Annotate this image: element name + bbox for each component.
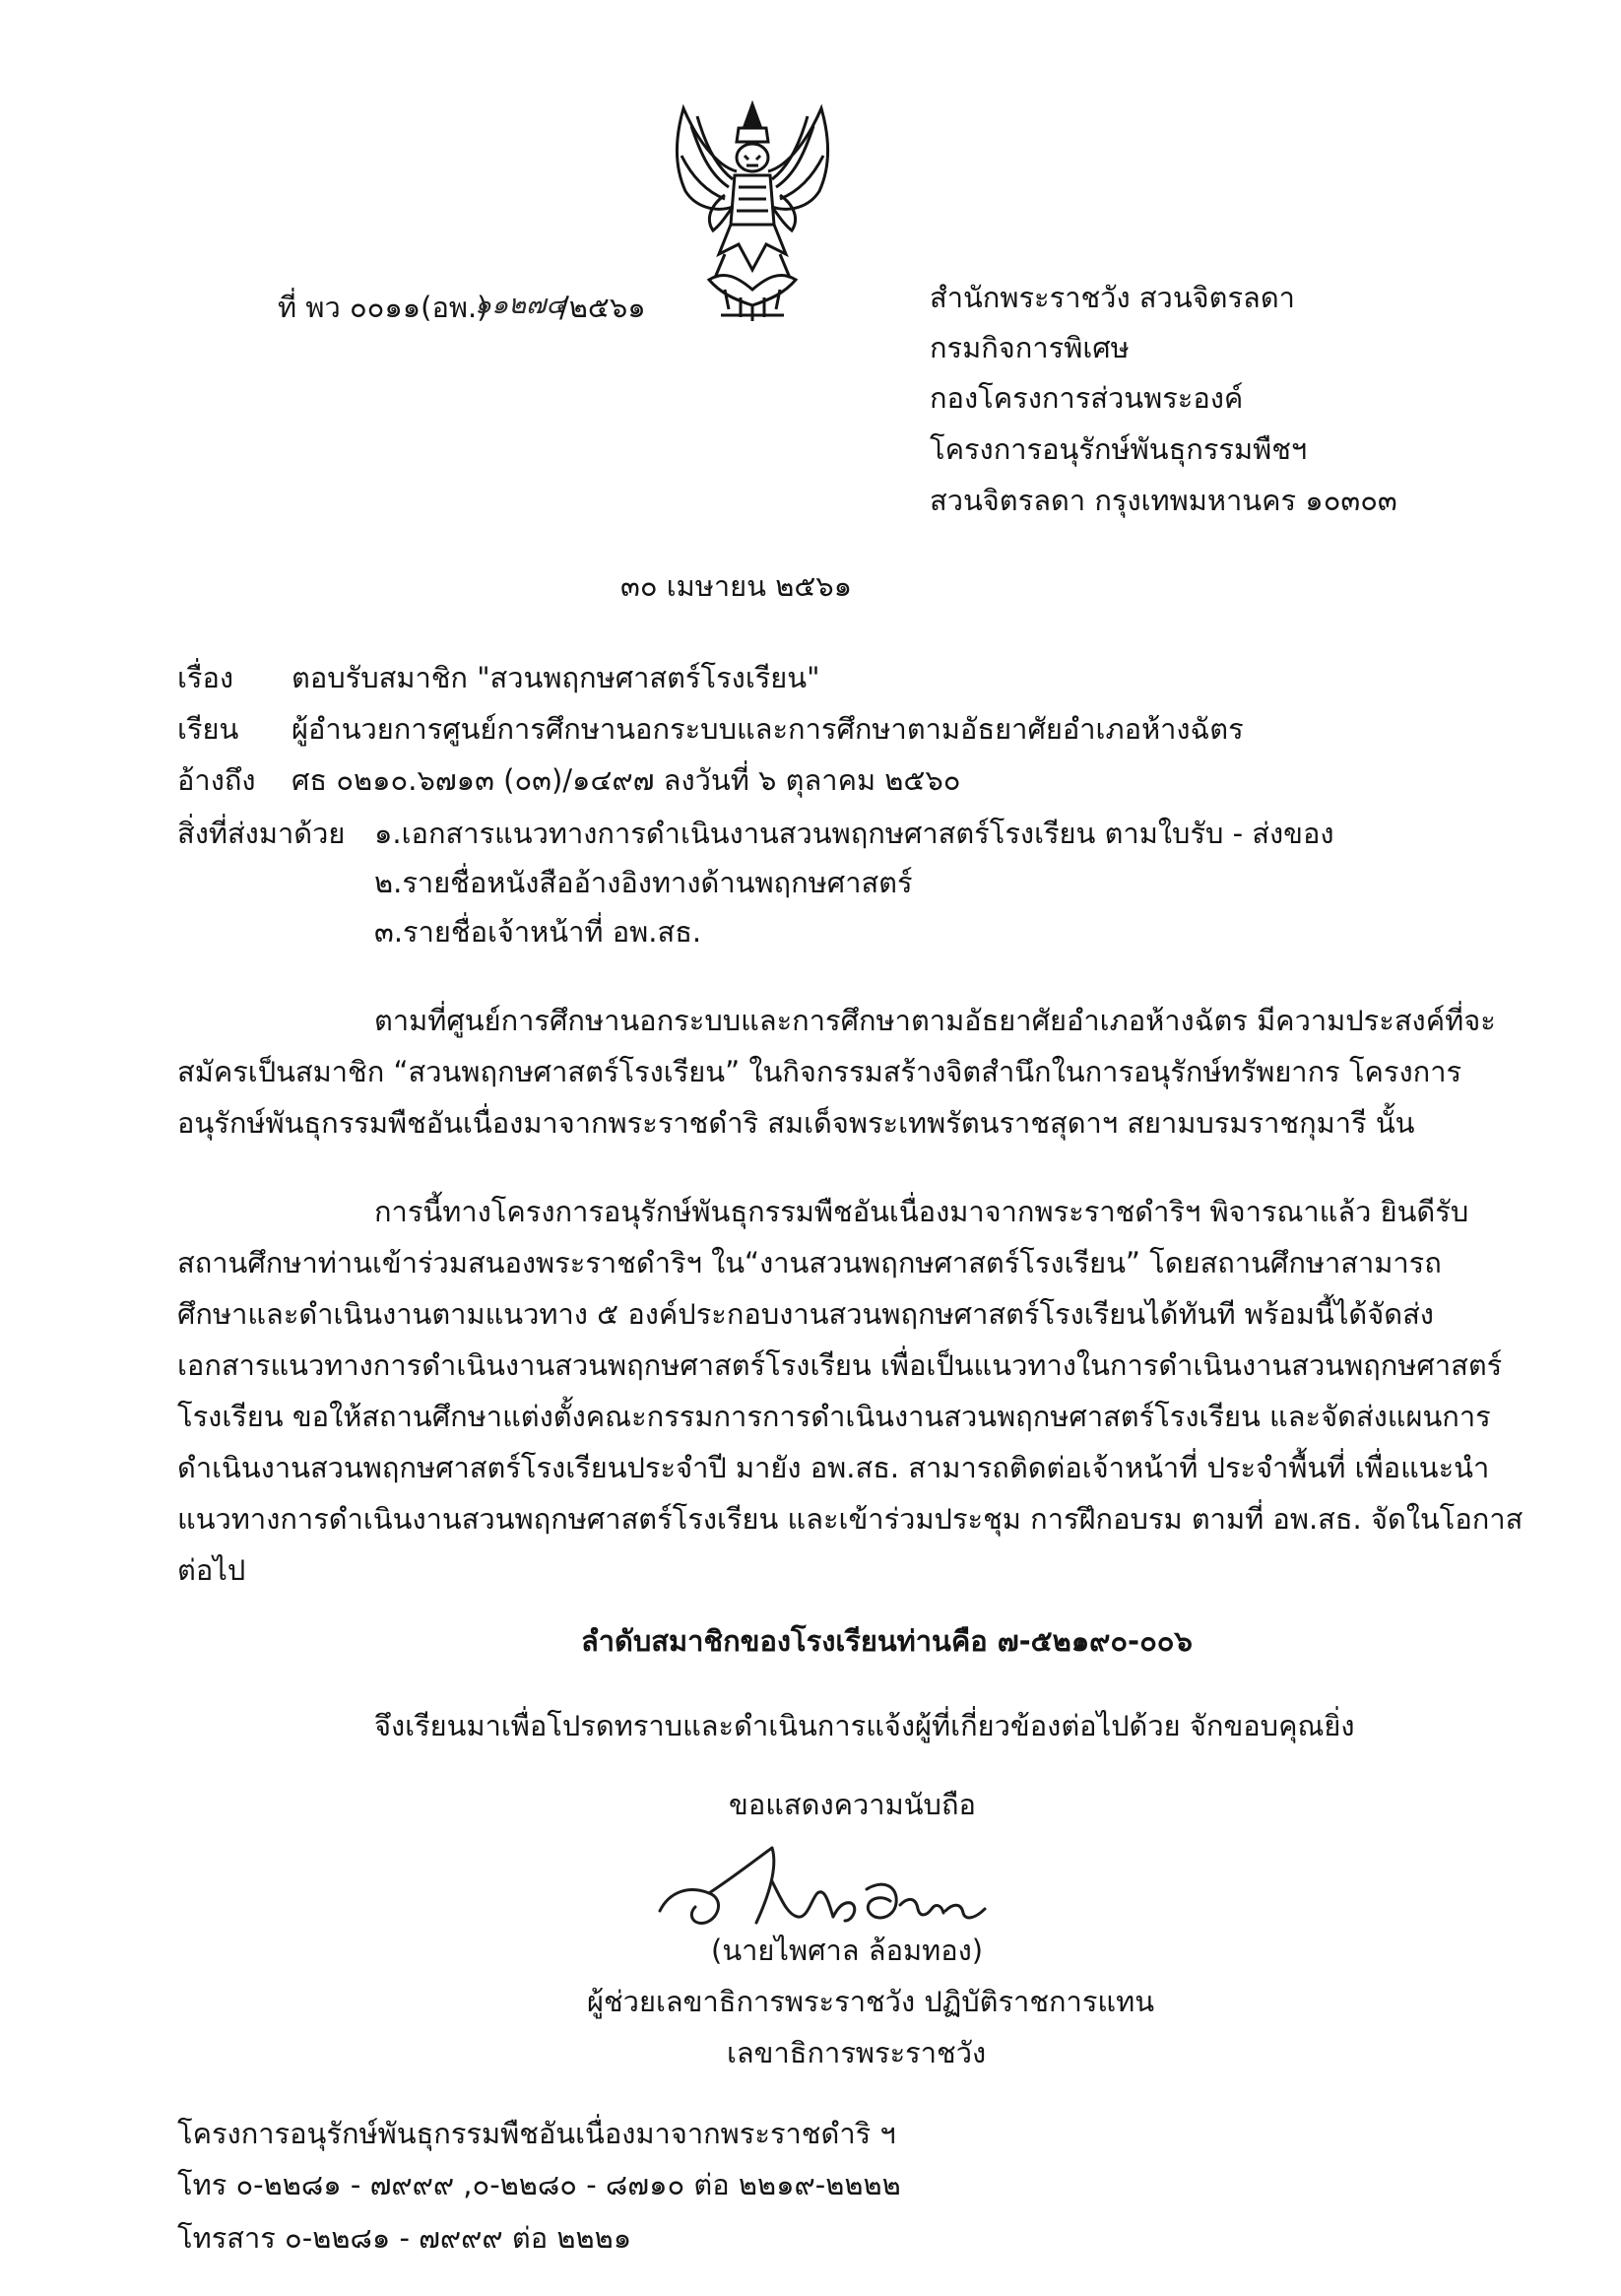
sender-address-line: กรมกิจการพิเศษ <box>930 331 1130 364</box>
enclosure-item: ๑.เอกสารแนวทางการดำเนินงานสวนพฤกษศาสตร์โรงเรียน ตามใบรับ - ส่งของ <box>374 817 1334 850</box>
paragraph2-line: ต่อไป <box>177 1553 246 1587</box>
ref-value: ศธ ๐๒๑๐.๖๗๑๓ (๐๓)/๑๔๙๗ ลงวันที่ ๖ ตุลาคม ๒๕๖๐ <box>292 763 961 797</box>
paragraph1-line: สมัครเป็นสมาชิก “สวนพฤกษศาสตร์โรงเรียน” ในกิจกรรมสร้างจิตสำนึกในการอนุรักษ์ทรัพยากร โครงการ <box>177 1055 1462 1088</box>
subject-value: ตอบรับสมาชิก "สวนพฤกษศาสตร์โรงเรียน" <box>292 661 820 694</box>
paragraph2-line: ดำเนินงานสวนพฤกษศาสตร์โรงเรียนประจำปี มายัง อพ.สธ. สามารถติดต่อเจ้าหน้าที่ ประจำพื้นที่ เพื่อแนะนำ <box>177 1451 1490 1484</box>
handwritten-signature <box>650 1828 1005 1946</box>
doc-year: /๒๕๖๑ <box>559 291 646 324</box>
sender-address-line: กองโครงการส่วนพระองค์ <box>930 381 1244 415</box>
signer-position-line2: เลขาธิการพระราชวัง <box>727 2036 987 2069</box>
doc-number: ที่ พว ๐๐๑๑(อพ.) <box>278 291 488 324</box>
paragraph2-line: โรงเรียน ขอให้สถานศึกษาแต่งตั้งคณะกรรมการการดำเนินงานสวนพฤกษศาสตร์โรงเรียน และจัดส่งแผนการ <box>177 1400 1491 1433</box>
enclosure-label: สิ่งที่ส่งมาด้วย <box>177 817 346 850</box>
footer-org: โครงการอนุรักษ์พันธุกรรมพืชอันเนื่องมาจากพระราชดำริ ฯ <box>177 2117 896 2150</box>
paragraph2-line: ศึกษาและดำเนินงานตามแนวทาง ๕ องค์ประกอบงานสวนพฤกษศาสตร์โรงเรียนได้ทันที พร้อมนี้ได้จัดส่ง <box>177 1297 1434 1331</box>
footer-phone: โทร ๐-๒๒๘๑ - ๗๙๙๙ ,๐-๒๒๘๐ - ๘๗๑๐ ต่อ ๒๒๑๙-๒๒๒๒ <box>177 2168 901 2201</box>
ref-label: อ้างถึง <box>177 763 256 797</box>
member-number-line: ลำดับสมาชิกของโรงเรียนท่านคือ ๗-๕๒๑๙๐-๐๐๖ <box>581 1624 1193 1658</box>
letter-date: ๓๐ เมษายน ๒๕๖๑ <box>620 569 853 603</box>
subject-label: เรื่อง <box>177 661 234 694</box>
signer-name: (นายไพศาล ล้อมทอง) <box>711 1934 984 1967</box>
garuda-emblem-icon <box>656 97 849 325</box>
salutation: ขอแสดงความนับถือ <box>729 1788 976 1821</box>
paragraph2-line: สถานศึกษาท่านเข้าร่วมสนองพระราชดำริฯ ใน“งานสวนพฤกษศาสตร์โรงเรียน” โดยสถานศึกษาสามารถ <box>177 1246 1442 1279</box>
paragraph2-line: แนวทางการดำเนินงานสวนพฤกษศาสตร์โรงเรียน และเข้าร่วมประชุม การฝึกอบรม ตามที่ อพ.สธ. จัดในโอกาส <box>177 1502 1524 1536</box>
to-label: เรียน <box>177 712 239 746</box>
sender-address-line: สวนจิตรลดา กรุงเทพมหานคร ๑๐๓๐๓ <box>930 484 1397 517</box>
to-value: ผู้อำนวยการศูนย์การศึกษานอกระบบและการศึกษาตามอัธยาศัยอำเภอห้างฉัตร <box>292 712 1244 746</box>
enclosure-item: ๓.รายชื่อเจ้าหน้าที่ อพ.สธ. <box>374 915 702 949</box>
closing-request: จึงเรียนมาเพื่อโปรดทราบและดำเนินการแจ้งผู้ที่เกี่ยวข้องต่อไปด้วย จักขอบคุณยิ่ง <box>374 1709 1355 1742</box>
paragraph2-line: การนี้ทางโครงการอนุรักษ์พันธุกรรมพืชอันเนื่องมาจากพระราชดำริฯ พิจารณาแล้ว ยินดีรับ <box>374 1195 1469 1228</box>
enclosure-item: ๒.รายชื่อหนังสืออ้างอิงทางด้านพฤกษศาสตร์ <box>374 866 913 899</box>
paragraph1-line: ตามที่ศูนย์การศึกษานอกระบบและการศึกษาตามอัธยาศัยอำเภอห้างฉัตร มีความประสงค์ที่จะ <box>374 1004 1496 1037</box>
sender-address-line: โครงการอนุรักษ์พันธุกรรมพืชฯ <box>930 432 1308 466</box>
paragraph2-line: เอกสารแนวทางการดำเนินงานสวนพฤกษศาสตร์โรงเรียน เพื่อเป็นแนวทางในการดำเนินงานสวนพฤกษศาสตร์ <box>177 1348 1503 1382</box>
paragraph1-line: อนุรักษ์พันธุกรรมพืชอันเนื่องมาจากพระราชดำริ สมเด็จพระเทพรัตนราชสุดาฯ สยามบรมราชกุมารี นั้น <box>177 1106 1415 1140</box>
footer-fax: โทรสาร ๐-๒๒๘๑ - ๗๙๙๙ ต่อ ๒๒๒๑ <box>177 2221 632 2255</box>
doc-number-handwritten: ๑๑๒๗๔ <box>475 290 566 320</box>
sender-address-line: สำนักพระราชวัง สวนจิตรลดา <box>930 281 1295 314</box>
signer-position-line1: ผู้ช่วยเลขาธิการพระราชวัง ปฏิบัติราชการแทน <box>587 1985 1155 2018</box>
